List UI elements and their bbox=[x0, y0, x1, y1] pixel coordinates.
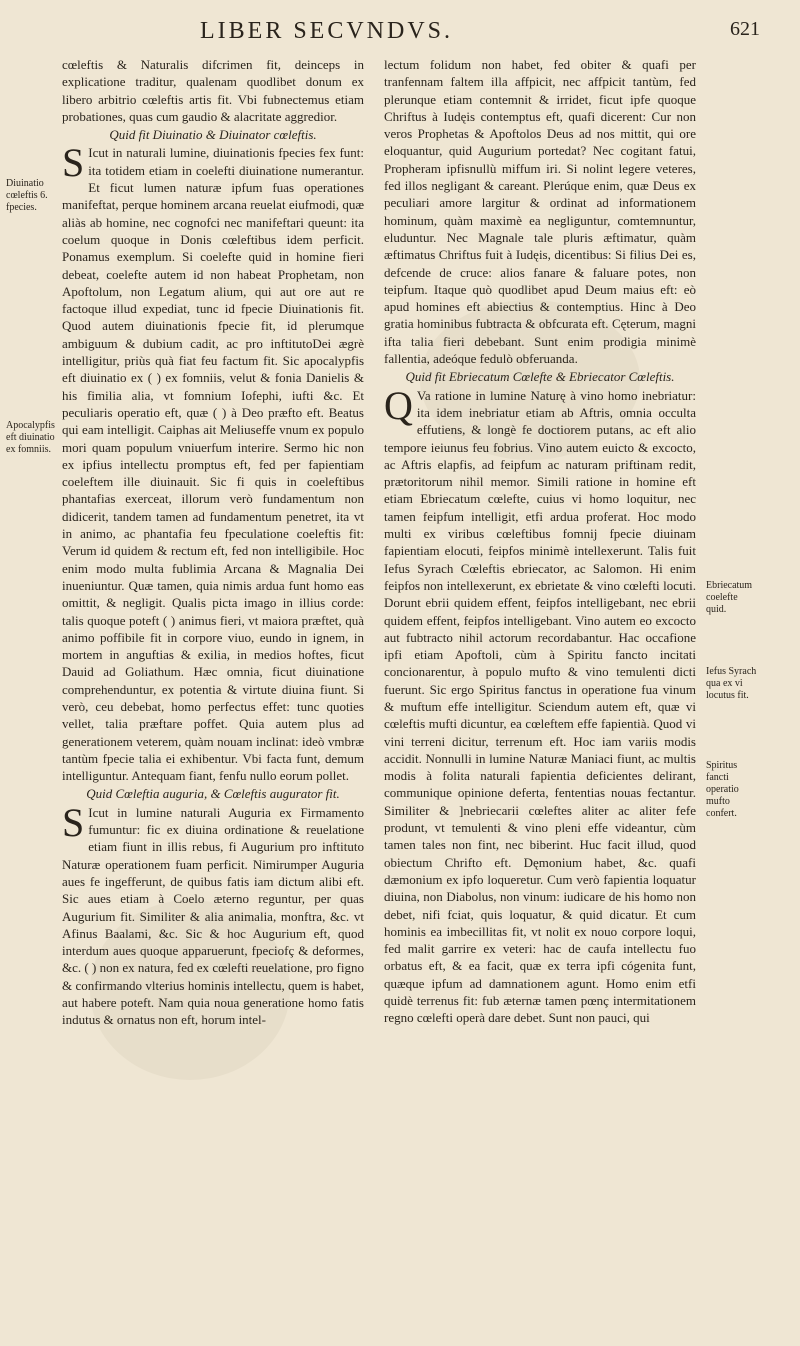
paragraph-text: Icut in naturali lumine, diuinationis fpecies fex funt: ita totidem etiam in coelefti diuinatione numerantur. Et ficut lumen naturæ ipfum fuas operationes manifeftat, perque hominem arcana reuelat eiufmodi, quæ aliàs ab homine, nec cognofci nec manifeftari queunt: ita coelum quoque in Donis cœleftibus idem perficit. Ponamus exemplum. Si coelefte quid in homine fieri debeat, coelefte autem id non habeat Prophetam, non Apoftolum, non Legatum alium, qui aut ore aut re factoque illud expediat, tunc id fpecie Diuinationis fit. Quod autem diuinationis fpecie fit, id plerumque ambiguum & dubium cadit, ac pro inftitutoDei ægrè intelligitur, priùs quà fiat feu factum fit. Sic apocalypfis eft diuinatio ex ( ) ex fomniis, velut & fonia Danielis & his fimilia alia, vt fomnium Iofephi, iufti &c. Et peculiaris operatio eft, quæ ( ) à Deo præfto eft. Beatus qui eam intelligit. Caiphas ait Meliuseffe vnum ex populo mori quam populum vniuerfum interire. Sermo hic non ex ipfius intellectu promptus eft, fed per fapientiam coeleftem ille diuinauit. Sic fi quis in coeleftibus phantafias exerceat, illorum verò fundamentum non didicerit, tandem tamen ad fundamentum penetret, ita vt in animo, ac phantafia feu fpeculatione coeleftis fit: Verum id quidem & rectum eft, fed non intelligibile. Hoc enim modo multa fublimia Arcana & Magnalia Dei inueniuntur. Quæ tamen, quia nimis ardua funt homo eas omittit, & negligit. Qualis picta imago in illius corde: talis quoque poteft ( ) animus fieri, vt maiora præftet, quà animo poffibile fit in corpore viuo, eundo in ignem, in mortem in anguftias & exilia, in medios hoftes, ficut Dauid ad Goliathum. Hæc omnia, ficut diuinatione comprehenduntur, ex potentia & virtute diuina fiunt. Si verò, ceu debebat, homo perfectus effet: tunc quoties vellet, talia præftare poffet. Quia autem plus ad generationem veterem, quàm nouam inclinat: ideò vmbræ tantùm fpecie talia ei exhibentur. Vbi facta funt, demum intelliguntur. Antequam fiant, fenfu nullo eorum pollet. bbox=[62, 145, 364, 784]
margin-note: Diuinatio cœleftis 6. fpecies. bbox=[6, 178, 48, 213]
left-column bbox=[62, 56, 364, 1029]
drop-cap: S bbox=[62, 799, 85, 845]
page-header bbox=[0, 14, 800, 50]
drop-cap: Q bbox=[384, 382, 413, 428]
paragraph bbox=[62, 799, 364, 1029]
section-heading: Quid fit Diuinatio & Diuinator cœleftis. bbox=[109, 127, 317, 143]
margin-note: Iefus Syrach qua ex vi locutus fit. bbox=[706, 666, 757, 701]
paragraph bbox=[62, 140, 364, 784]
section-heading: Quid fit Ebriecatum Cœlefte & Ebriecator Cœleftis. bbox=[405, 369, 675, 385]
paragraph bbox=[384, 382, 696, 1027]
margin-note: Apocalypfis eft diuinatio ex fomniis. bbox=[6, 420, 55, 455]
paragraph-text: Va ratione in lumine Naturę à vino homo inebriatur: ita idem inebriatur etiam ab Aftris, omnia occulta effutiens, & longè fe doctiorem putans, ac eft alio tempore ieiunus feu fobrius. Vino autem euicto & excocto, ac Aftris elapfis, ad feipfum ac naturam priftinam redit, prætoritorum nihil memor. Simili ratione in homine eft etiam Ebriecatum cœlefte, cuius vi homo loquitur, nec tamen feipfum intelligit, etfi ardua proferat. Hoc modo multi ex viribus cœleftibus fomnij fpecie diuinam fapientiam elocuti, feipfos minimè intellexerunt. Talis fuit Iefus Syrach Cœleftis ebriecator, ac Salomon. Hi enim feipfos non intellexerunt, ex ebrietate & vino cœlefti locuti. Dorunt ebrii quidem effent, feipfos intelligebant, nec ebrii quidem effent, feipfos intelligebant. Vino autem eo excocto aut fubtracto nihil actorum recordabantur. Hac occafione ipfi etiam Apoftoli, cùm à Spiritu fancto incitati concionarentur, à populo mufto & vino temulenti dicti fuerunt. Sic ergo Spiritus fanctus in operatione fua vinum & muftum effe intelligitur. Sciendum autem eft, quæ vi cœleftis mufti dicuntur, ea cœleftem effe fapientià. Quod vi vini terreni dicitur, terrenum eft. Hoc iam variis modis accidit. Nonnulli in lumine Naturæ Maniaci fiunt, ac multis modis à folita naturali fapientia deficientes delirant, communique opinione deferta, fententias nouas fectantur. Similiter & ]nebriecarii cœleftes aliter ac aliter fefe produnt, vt temulenti & vino pleni effe videantur, cùm tamen tales non fint, nec biberint. Huc facit illud, quod obiectum Chrifto eft. Dęmonium habet, &c. quafi dæmonium ex ipfo loqueretur. Cum verò fapientia loquatur diuina, non Diabolus, non vinum: iudicare de his homo non debet, nifi fciat, quis loquatur, & quid dicatur. Et cum hominis ea imbecillitas fit, vt nolit ex nouo corpore loqui, fed malit garrire ex veteri: hac de caufa intellectu fuo orbatus eft, & ea facit, quæ ex terra ipfi cógenita funt, quæque ipfum ad damnationem agunt. Homo enim etfi quidè terrenus fit: fub æternæ tamen pœnç intermitationem regno cœlefti operà dare debet. Sunt non pauci, qui bbox=[384, 387, 696, 1026]
section-heading: Quid Cœleftia auguria, & Cœleftis augurator fit. bbox=[86, 786, 340, 802]
margin-note: Ebriecatum coelefte quid. bbox=[706, 580, 753, 615]
running-title: LIBER SECVNDVS. bbox=[200, 18, 454, 44]
paragraph: lectum folidum non habet, fed obiter & quafi per tranfennam faltem illa affpicit, nec affpicit tantùm, fed plerunque etiam contemnit & irridet, ficut ipfe quoque Chriftus à Iudęis contemptus eft, quafi dicerent: Cur non veros Prophetas & Apoftolos Deus ad nos mittit, qui ore eloquantur, quid Augurium portedat? Nec cogitant fatui, Propheram ipfisnullù miffum iri. Si nolint legere veteres, fed illos negligant & careant. Plerúque enim, quæ Deus ex peculiari amore largitur & ordinat ad informationem hominum, quàm maximè ea negliguntur, comtemnuntur, eluduntur. Nec Magnale tale pluris æftimatur, quàm æftimatus Chriftus fuit à Iudęis, dicentibus: Si filius Dei es, defcende de cruce: alios fanare & faluare potes, non teipfum. Itaque quò quodlibet apud Deum maius eft: eò apud homines eft abiectius & contemptius. Hinc à Deo gratia hominibus fubtracta & obfcurata eft. Cęterum, magni ifta talia fieri debebant. Sunt enim prodigia minimè fallentia, adeóque fedulò obferuanda. bbox=[384, 57, 696, 367]
drop-cap: S bbox=[62, 140, 85, 186]
paragraph-text: Icut in lumine naturali Auguria ex Firmamento fumuntur: fic ex diuina ordinatione & reuelatione etiam fiunt in illis rebus, fi Augurium pro inftituto Naturæ operationem fuam perficit. Nimirumper Auguria aues fe ingefferunt, de quibus fatis iam dictum alibi eft. Sic aues etiam à Coelo æterno reguntur, per quas Augurium fit. Similiter & alia animalia, monftra, &c. vt Afinus Baalami, &c. Sic & hoc Augurium eft, quod interdum aues quoque apparuerunt, fpeciofç & deformes, &c. ( ) non ex natura, fed ex cœlefti reuelatione, pro figno & confirmando vlterius hominis intellectu, quem is habet, aut habere poteft. Nam quia noua generatione homo fatis indutus & ornatus non eft, horum intel- bbox=[62, 804, 364, 1028]
right-column bbox=[384, 56, 696, 1027]
margin-note: Spiritus fancti operatio mufto confert. bbox=[706, 760, 739, 819]
paragraph: cœleftis & Naturalis difcrimen fit, deinceps in explicatione traditur, qualenam quodlibet donum ex libero arbitrio cœleftis artis fit. Vbi fubnectemus etiam probationes, quas cum gaudio & alacritate aggredior. bbox=[62, 57, 364, 124]
page-number: 621 bbox=[730, 18, 760, 40]
